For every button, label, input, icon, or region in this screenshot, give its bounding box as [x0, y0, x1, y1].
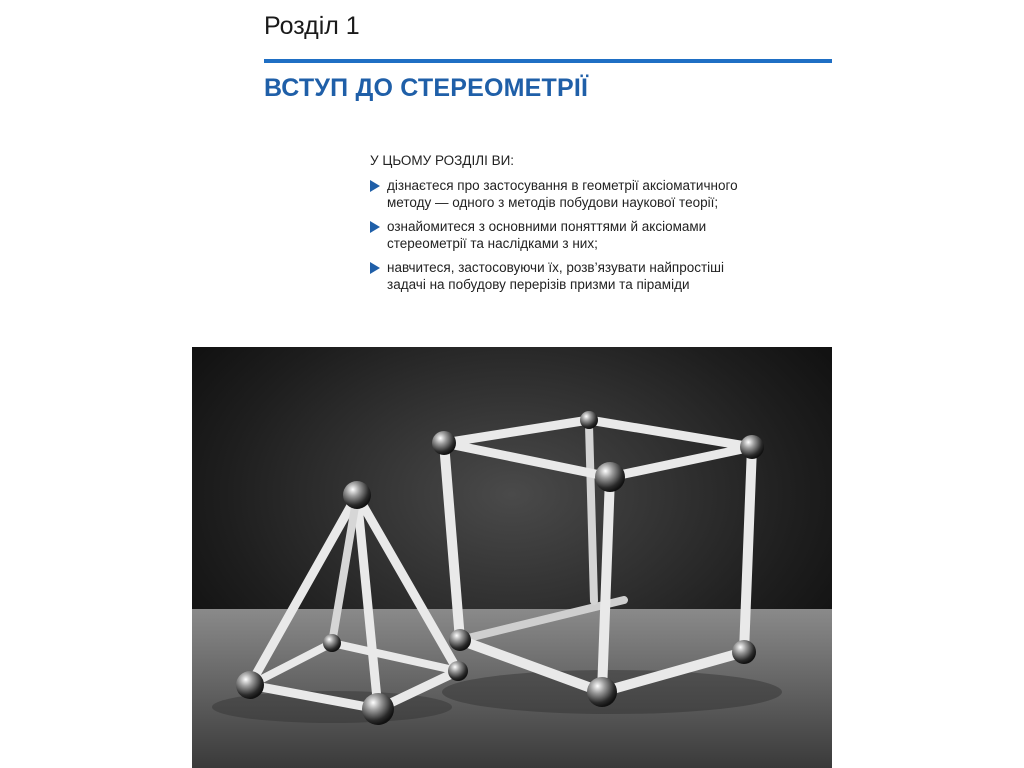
goal-text: ознайомитеся з основними поняттями й аксіомами стереометрії та наслідками з них;: [387, 219, 707, 251]
chapter-title: ВСТУП ДО СТЕРЕОМЕТРІЇ: [264, 74, 589, 102]
goal-text: дізнаєтеся про застосування в геометрії аксіоматичного методу — одного з методів побудови наукової теорії;: [387, 178, 738, 210]
goals-heading: У ЦЬОМУ РОЗДІЛІ ВИ:: [370, 153, 515, 168]
chapter-divider: [264, 59, 832, 63]
triangle-right-icon: [370, 262, 380, 274]
goal-text: навчитеся, застосовуючи їх, розв’язувати найпростіші задачі на побудову перерізів призми та піраміди: [387, 260, 725, 292]
goal-item: [370, 218, 790, 252]
chapter-label: Розділ 1: [264, 12, 360, 40]
goal-item: [370, 177, 790, 211]
goal-item: [370, 259, 790, 293]
triangle-right-icon: [370, 221, 380, 233]
geometry-models-photo: [192, 347, 832, 768]
chapter-goals: [370, 152, 790, 300]
triangle-right-icon: [370, 180, 380, 192]
